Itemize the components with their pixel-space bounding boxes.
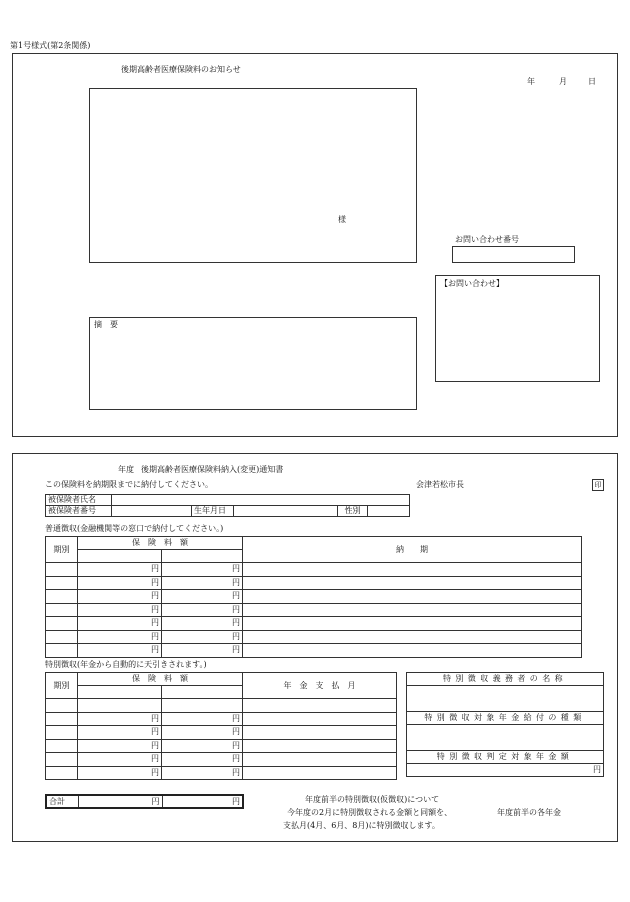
insured-name-label: 被保険者氏名 [46, 495, 112, 506]
col-amount: 保 険 料 額 [78, 537, 243, 550]
amount-cell-a[interactable]: 円 [78, 617, 162, 631]
table-row [46, 563, 582, 577]
table-row [46, 753, 397, 767]
table-row [407, 764, 604, 777]
table-row [46, 644, 582, 658]
mayor-label: 会津若松市長 [416, 480, 464, 489]
amount-cell-b[interactable]: 円 [162, 753, 243, 767]
date-cell[interactable] [243, 590, 582, 604]
summary-label: 摘 要 [94, 320, 118, 329]
inquiry-number-label: お問い合わせ番号 [455, 235, 519, 244]
amount-cell-a[interactable]: 円 [78, 576, 162, 590]
date-cell[interactable] [243, 630, 582, 644]
table-row [46, 603, 582, 617]
pension-type-label: 特別徴収対象年金給付の種類 [407, 712, 604, 725]
table-row [46, 576, 582, 590]
table-row [407, 751, 604, 764]
amount-cell-a[interactable]: 円 [78, 739, 162, 753]
amount-cell-b[interactable]: 円 [162, 712, 243, 726]
form-label: 第1号様式(第2条関係) [10, 41, 91, 50]
judged-amount-label: 特別徴収判定対象年金額 [407, 751, 604, 764]
insured-number-label: 被保険者番号 [46, 506, 112, 517]
pension-type-field[interactable] [407, 725, 604, 751]
inquiry-number-field[interactable] [452, 246, 575, 263]
insured-number-field[interactable] [112, 506, 192, 517]
col-amount: 保 険 料 額 [78, 673, 243, 686]
amount-cell-a[interactable] [78, 699, 162, 713]
note-line-1: 年度前半の特別徴収(仮徴収)について [305, 795, 440, 804]
period-cell[interactable] [46, 576, 78, 590]
period-cell[interactable] [46, 644, 78, 658]
inquiry-box[interactable] [435, 275, 600, 382]
date-cell[interactable] [243, 603, 582, 617]
period-cell[interactable] [46, 699, 78, 713]
table-row [407, 725, 604, 751]
period-cell[interactable] [46, 630, 78, 644]
amount-cell-a[interactable]: 円 [78, 753, 162, 767]
payment-notice-title: 後期高齢者医療保険料納入(変更)通知書 [141, 465, 284, 474]
date-cell[interactable] [243, 766, 397, 780]
amount-cell-b[interactable]: 円 [162, 603, 243, 617]
date-day: 日 [588, 77, 596, 86]
date-cell[interactable] [243, 644, 582, 658]
note-line-2a: 今年度の2月に特別徴収される金額と同額を、 [287, 808, 453, 817]
date-cell[interactable] [243, 617, 582, 631]
fiscal-year-label: 年度 [118, 465, 134, 474]
date-month: 月 [559, 77, 567, 86]
total-amount-yen-2: 円 [162, 795, 243, 808]
date-cell[interactable] [243, 699, 397, 713]
note-line-3: 支払月(4月、6月、8月)に特別徴収します。 [283, 821, 440, 830]
special-collection-table [45, 672, 397, 780]
period-cell[interactable] [46, 753, 78, 767]
period-cell[interactable] [46, 590, 78, 604]
table-row [46, 726, 397, 740]
amount-cell-b[interactable]: 円 [162, 726, 243, 740]
address-box[interactable] [89, 88, 417, 263]
gender-label: 性別 [338, 506, 368, 517]
amount-cell-a[interactable]: 円 [78, 590, 162, 604]
amount-cell-b[interactable]: 円 [162, 766, 243, 780]
period-cell[interactable] [46, 766, 78, 780]
table-row [46, 537, 582, 550]
amount-cell-b[interactable]: 円 [162, 617, 243, 631]
table-row [46, 795, 243, 808]
amount-cell-b[interactable]: 円 [162, 739, 243, 753]
date-cell[interactable] [243, 739, 397, 753]
amount-cell-b[interactable] [162, 699, 243, 713]
special-collection-info-table [406, 672, 604, 777]
total-amount-yen: 円 [78, 795, 162, 808]
summary-box[interactable] [89, 317, 417, 410]
date-cell[interactable] [243, 726, 397, 740]
notice-title: 後期高齢者医療保険料のお知らせ [121, 65, 241, 74]
table-row [46, 699, 397, 713]
period-cell[interactable] [46, 726, 78, 740]
table-row [46, 590, 582, 604]
insured-info-table [45, 494, 410, 517]
amount-cell-b[interactable]: 円 [162, 644, 243, 658]
amount-cell-a[interactable]: 円 [78, 712, 162, 726]
normal-collection-heading: 普通徴収(金融機関等の窓口で納付してください。) [45, 524, 224, 533]
date-cell[interactable] [243, 712, 397, 726]
gender-field[interactable] [368, 506, 410, 517]
amount-cell-a[interactable]: 円 [78, 644, 162, 658]
date-cell[interactable] [243, 563, 582, 577]
date-cell[interactable] [243, 753, 397, 767]
amount-cell-a[interactable]: 円 [78, 563, 162, 577]
birthdate-label: 生年月日 [192, 506, 234, 517]
col-due-date: 納 期 [243, 537, 582, 563]
period-cell[interactable] [46, 712, 78, 726]
birthdate-field[interactable] [234, 506, 338, 517]
table-row [407, 673, 604, 686]
table-row [46, 506, 410, 517]
col-pension-month: 年 金 支 払 月 [243, 673, 397, 699]
note-line-2b: 年度前半の各年金 [497, 808, 561, 817]
obligor-name-label: 特別徴収義務者の名称 [407, 673, 604, 686]
period-cell[interactable] [46, 739, 78, 753]
period-cell[interactable] [46, 603, 78, 617]
amount-cell-b[interactable]: 円 [162, 576, 243, 590]
col-period: 期別 [46, 537, 78, 563]
amount-cell-a[interactable]: 円 [78, 766, 162, 780]
amount-cell-b[interactable]: 円 [162, 563, 243, 577]
obligor-name-field[interactable] [407, 686, 604, 712]
table-row [46, 673, 397, 686]
table-row [46, 766, 397, 780]
table-row [46, 739, 397, 753]
period-cell[interactable] [46, 563, 78, 577]
table-row [46, 495, 410, 506]
amount-cell-a[interactable]: 円 [78, 603, 162, 617]
table-row [407, 686, 604, 712]
col-period: 期別 [46, 673, 78, 699]
amount-cell-b[interactable]: 円 [162, 590, 243, 604]
special-collection-heading: 特別徴収(年金から自動的に天引きされます。) [45, 660, 207, 669]
inquiry-label: 【お問い合わせ】 [440, 279, 504, 288]
total-label: 合計 [46, 795, 78, 808]
normal-collection-table [45, 536, 582, 658]
table-row [46, 617, 582, 631]
date-year: 年 [527, 77, 535, 86]
table-row [46, 712, 397, 726]
total-table [45, 794, 244, 809]
table-row [46, 630, 582, 644]
amount-cell-b[interactable]: 円 [162, 630, 243, 644]
insured-name-field[interactable] [112, 495, 410, 506]
date-cell[interactable] [243, 576, 582, 590]
honorific: 様 [338, 215, 346, 224]
seal-mark: 印 [592, 479, 604, 491]
amount-cell-a[interactable]: 円 [78, 726, 162, 740]
amount-cell-a[interactable]: 円 [78, 630, 162, 644]
payment-instruction: この保険料を納期限までに納付してください。 [45, 480, 213, 489]
period-cell[interactable] [46, 617, 78, 631]
table-row [407, 712, 604, 725]
judged-amount-yen: 円 [407, 764, 604, 777]
